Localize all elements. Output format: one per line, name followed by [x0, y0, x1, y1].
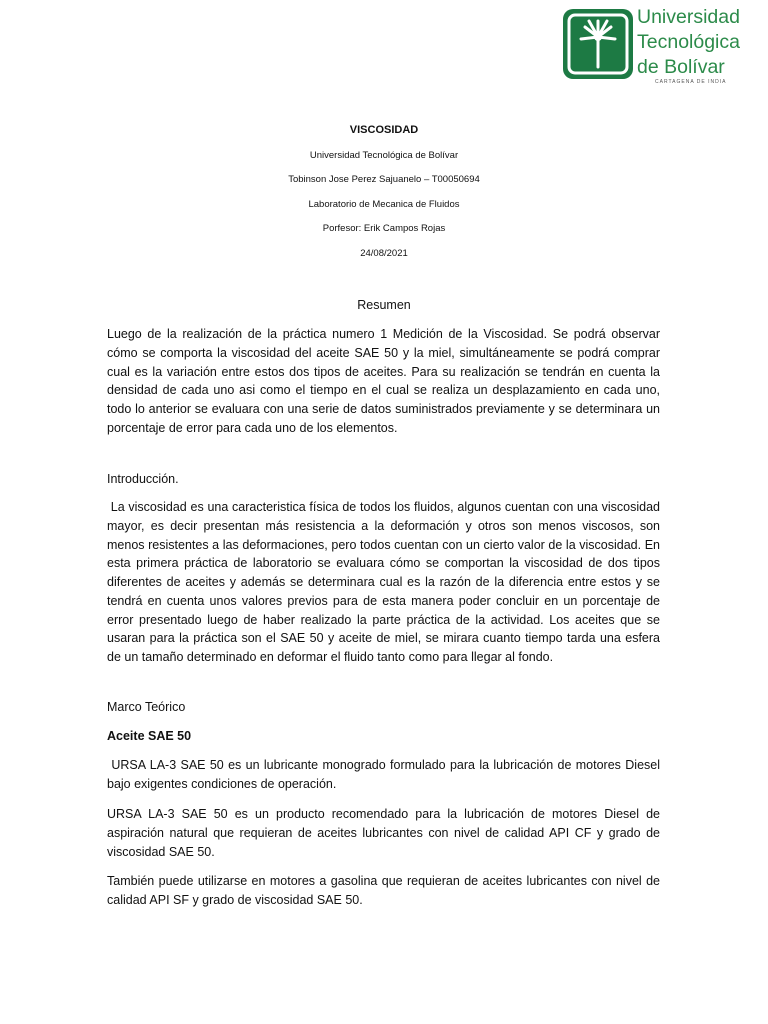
professor-line: Porfesor: Erik Campos Rojas [322, 223, 446, 234]
document-title: VISCOSIDAD [349, 124, 419, 136]
marco-paragraph-3: También puede utilizarse en motores a gasolina que requieran de aceites lubricantes con nivel de calidad API SF y grado de viscosidad SAE 50. [107, 874, 660, 907]
marco-paragraph-1: URSA LA-3 SAE 50 es un lubricante monogrado formulado para la lubricación de motores Diesel bajo exigentes condiciones de operación. [107, 758, 664, 791]
logo-line-2: Tecnológica [637, 31, 740, 53]
marco-paragraph-2: URSA LA-3 SAE 50 es un producto recomendado para la lubricación de motores Diesel de aspiración natural que requieran de aceites lubricantes con nivel de calidad API CF y grado de viscosidad SAE 50. [107, 807, 660, 859]
author-line: Tobinson Jose Perez Sajuanelo – T00050694 [288, 174, 480, 185]
resumen-heading: Resumen [357, 298, 411, 312]
logo-wordmark [637, 5, 740, 80]
marco-teorico-heading: Marco Teórico [107, 700, 186, 714]
introduccion-heading: Introducción. [107, 472, 179, 486]
university-logo [561, 5, 768, 85]
lab-name: Laboratorio de Mecanica de Fluidos [308, 199, 460, 210]
resumen-paragraph: Luego de la realización de la práctica numero 1 Medición de la Viscosidad. Se podrá observar cómo se comporta la viscosidad del aceite SAE 50 y la miel, simultáneamente se podrá comprar cual es la variación entre estos dos tipos de aceites. Para su realización se tendrán en cuenta la densidad de cada uno asi como el tiempo en el cual se realiza un desplazamiento en cada uno, todo lo anterior se evaluara con una serie de datos suministrados previamente y se determinara un porcentaje de error para cada uno de los elementos. [107, 327, 660, 435]
university-name: Universidad Tecnológica de Bolívar [309, 150, 459, 161]
logo-line-3: de Bolívar [637, 56, 725, 78]
palm-tree-icon [563, 9, 633, 79]
aceite-sae-heading: Aceite SAE 50 [107, 729, 192, 743]
date-line: 24/08/2021 [360, 248, 408, 259]
logo-line-1: Universidad [637, 6, 740, 28]
introduccion-paragraph: La viscosidad es una caracteristica física de todos los fluidos, algunos cuentan con una viscosidad mayor, es decir presentan más resistencia a la deformación y otros son menos viscosos, son menos resistentes a las deformaciones, pero todos cuentan con un cierto valor de la viscosidad. En esta primera práctica de laboratorio se evaluara cómo se comportan la viscosidad de dos tipos diferentes de aceites y además se determinara cual es la razón de la diferencia entre estos y se tendrá en cuenta unos valores previos para de esta manera poder concluir en un porcentaje de error presentado luego de haber realizado la parte práctica de la actividad. Los aceites que se usaran para la práctica son el SAE 50 y aceite de miel, se mirara cuanto tiempo tarda una esfera de un tamaño determinado en deformar el fluido tanto como para llegar al fondo. [107, 500, 664, 664]
logo-tagline: CARTAGENA DE INDIA [655, 79, 727, 85]
